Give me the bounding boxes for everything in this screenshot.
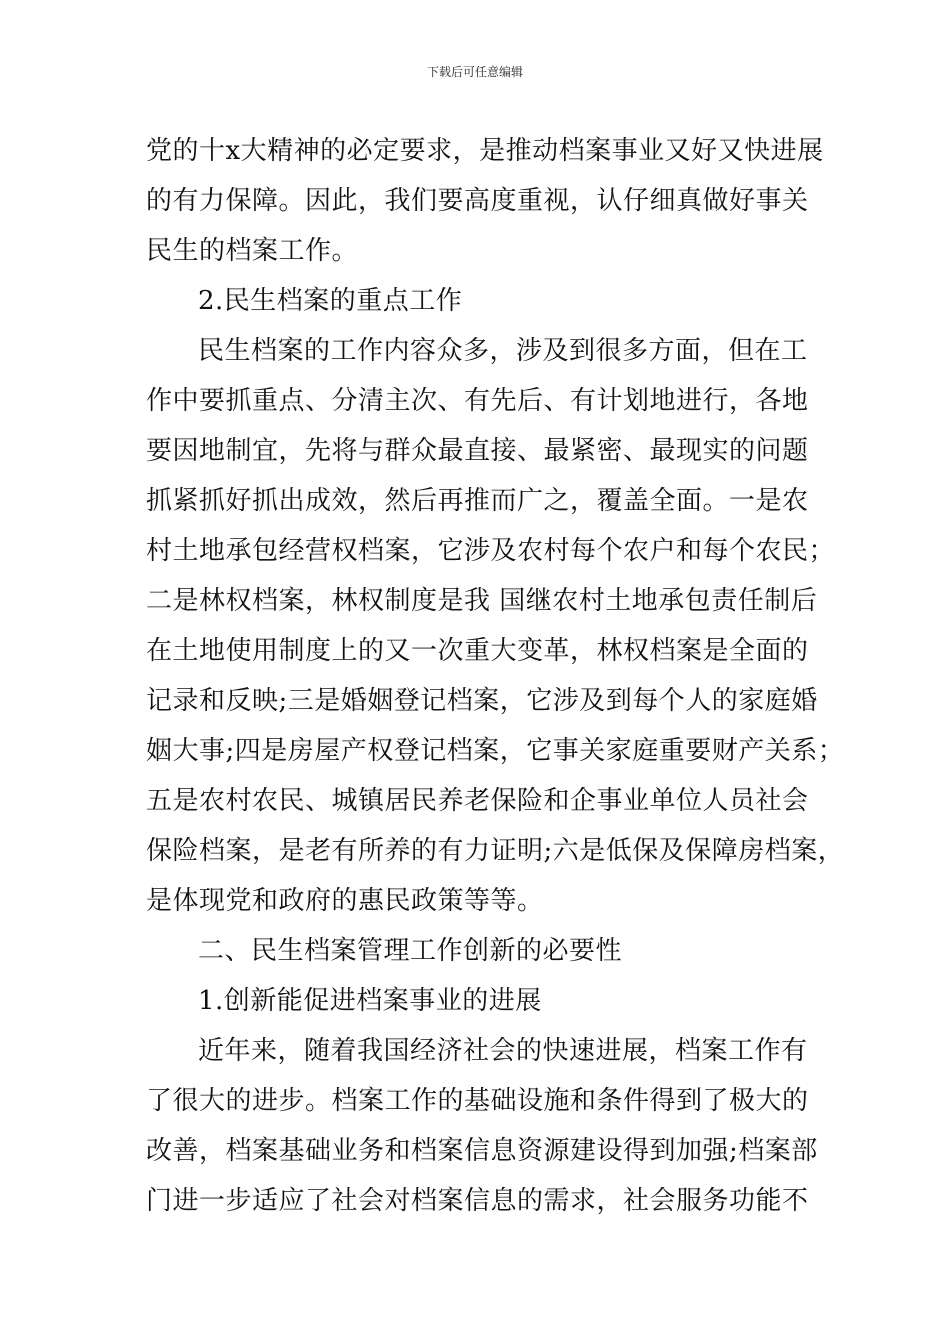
text-line: 姻大事;四是房屋产权登记档案，它事关家庭重要财产关系； bbox=[146, 736, 845, 766]
page-header: 下载后可任意编辑 bbox=[426, 65, 523, 79]
text-line: 保险档案，是老有所养的有力证明;六是低保及保障房档案， bbox=[146, 836, 845, 866]
section-heading: 2.民生档案的重点工作 bbox=[198, 286, 463, 316]
text-line: 二是林权档案，林权制度是我 国继农村土地承包责任制后 bbox=[146, 586, 818, 616]
text-line: 党的十x大精神的必定要求，是推动档案事业又好又快进展 bbox=[146, 136, 824, 166]
text-line: 记录和反映;三是婚姻登记档案，它涉及到每个人的家庭婚 bbox=[146, 686, 818, 716]
paragraph-start: 民生档案的工作内容众多，涉及到很多方面，但在工 bbox=[198, 336, 808, 366]
text-line: 要因地制宜，先将与群众最直接、最紧密、最现实的问题 bbox=[146, 436, 809, 466]
text-line: 改善，档案基础业务和档案信息资源建设得到加强;档案部 bbox=[146, 1136, 818, 1166]
text-line: 了很大的进步。档案工作的基础设施和条件得到了极大的 bbox=[146, 1086, 809, 1116]
section-heading: 二、民生档案管理工作创新的必要性 bbox=[198, 936, 623, 966]
paragraph-start: 近年来，随着我国经济社会的快速进展，档案工作有 bbox=[198, 1036, 808, 1066]
text-line: 村土地承包经营权档案，它涉及农村每个农户和每个农民； bbox=[146, 536, 836, 566]
subsection-heading: 1.创新能促进档案事业的进展 bbox=[198, 986, 542, 1016]
text-line: 在土地使用制度上的又一次重大变革，林权档案是全面的 bbox=[146, 636, 809, 666]
document-body bbox=[146, 126, 845, 1226]
text-line: 五是农村农民、城镇居民养老保险和企事业单位人员社会 bbox=[146, 786, 809, 816]
text-line: 作中要抓重点、分清主次、有先后、有计划地进行，各地 bbox=[146, 386, 809, 416]
text-line: 是体现党和政府的惠民政策等等。 bbox=[146, 886, 544, 916]
text-line: 民生的档案工作。 bbox=[146, 236, 359, 266]
text-line: 的有力保障。因此，我们要高度重视，认仔细真做好事关 bbox=[146, 186, 809, 216]
text-line: 门进一步适应了社会对档案信息的需求，社会服务功能不 bbox=[146, 1186, 809, 1216]
text-line: 抓紧抓好抓出成效，然后再推而广之，覆盖全面。一是农 bbox=[146, 486, 809, 516]
